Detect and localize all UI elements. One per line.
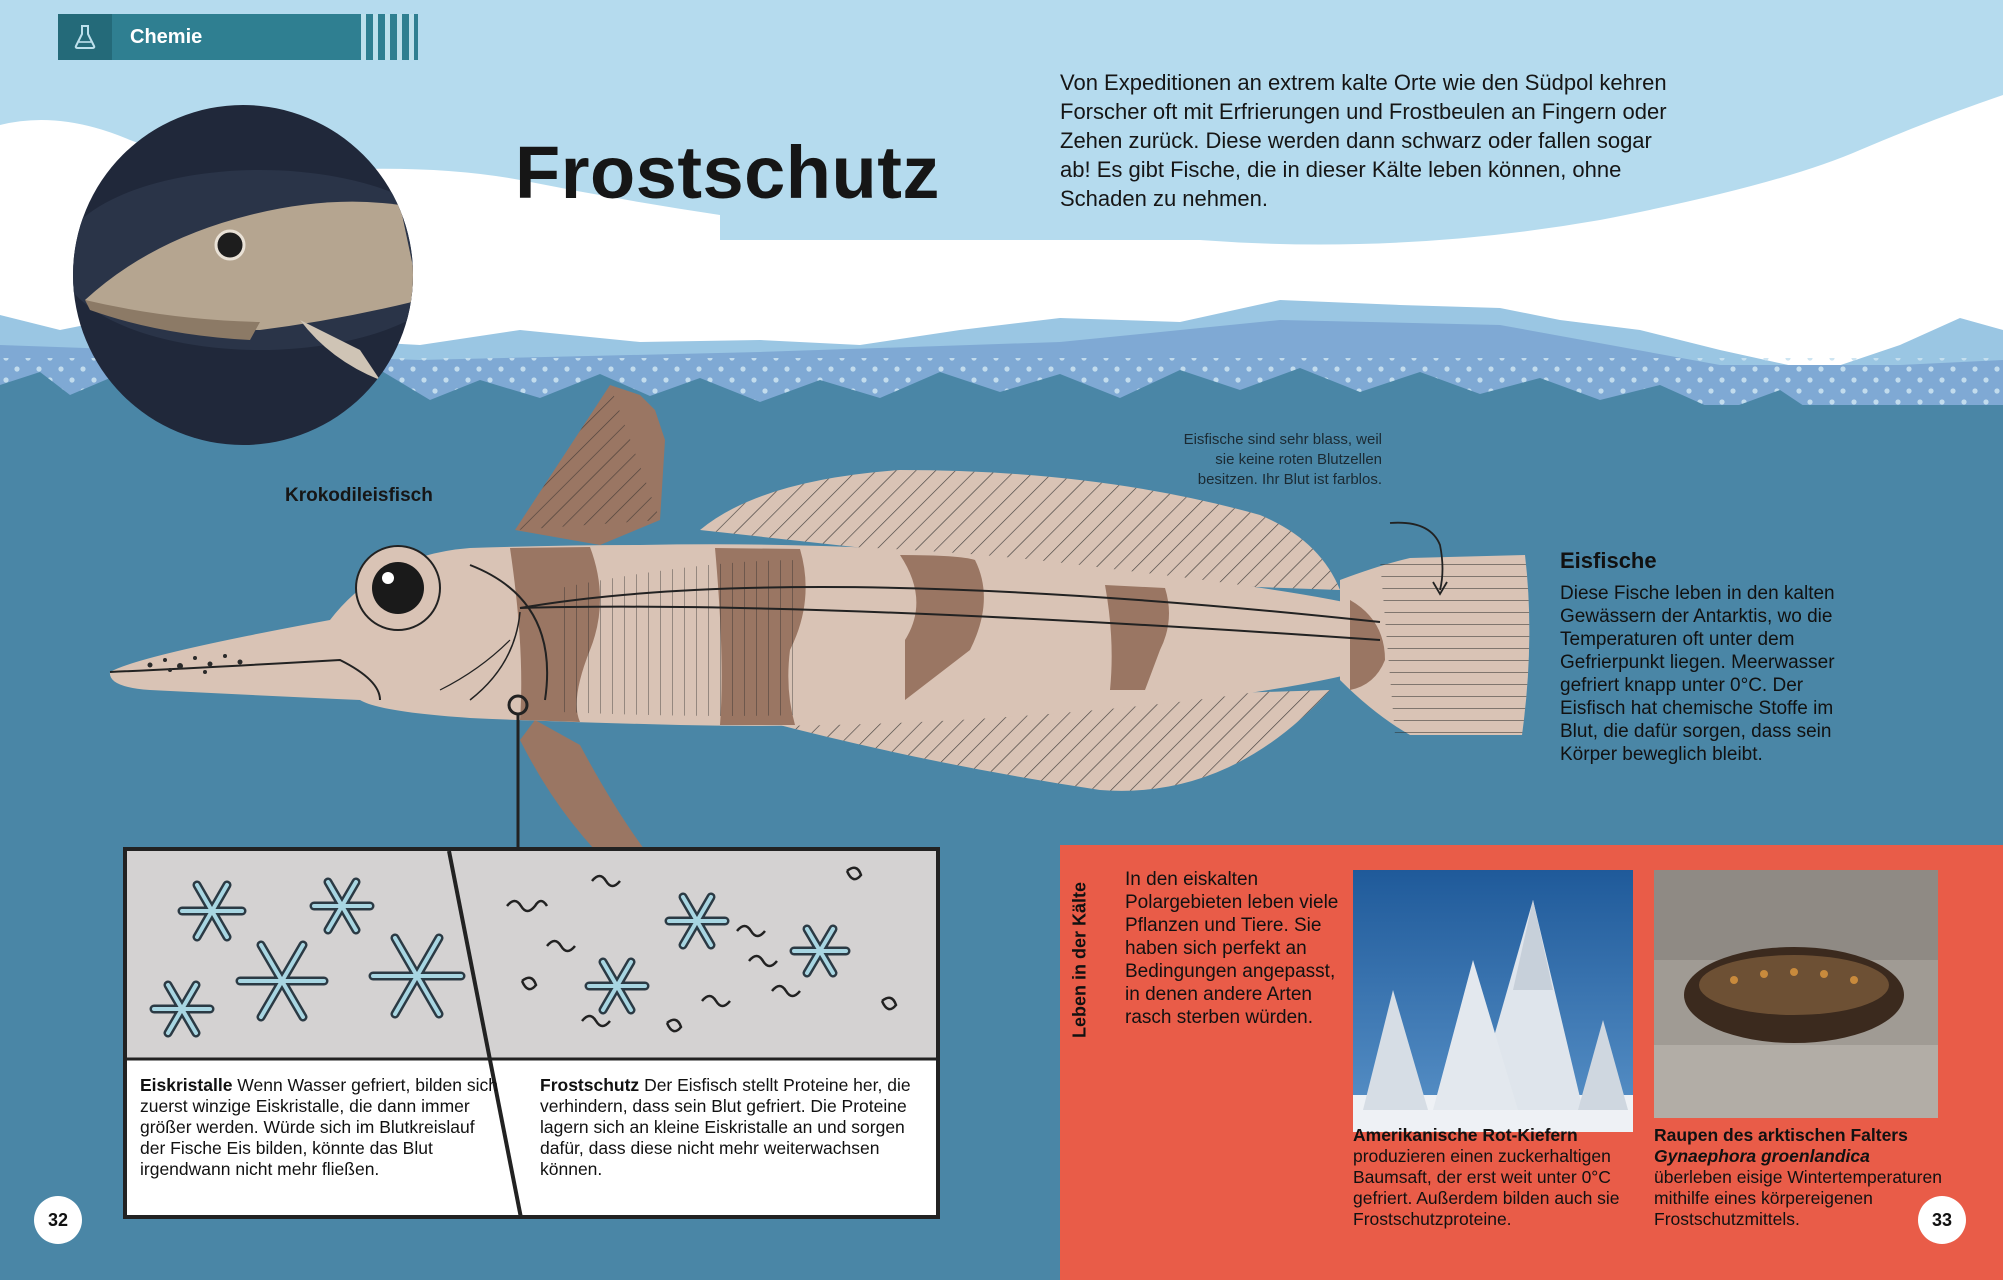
intro-text: Von Expeditionen an extrem kalte Orte wie den Südpol kehren Forscher oft mit Erfrierungen und Frostbeulen an Fingern oder Zehen zurück. Diese werden dann schwarz oder fallen sogar ab! Es gibt Fische, die in dieser Kälte leben können, ohne Schaden zu nehmen.: [1060, 70, 1667, 211]
caterpillar-photo: [1654, 870, 1938, 1118]
page-number-left: 32: [34, 1196, 82, 1244]
caterpillar-caption: [1654, 1125, 1944, 1230]
cold-life-label: Leben in der Kälte: [1069, 881, 1090, 1039]
frostschutz-title: Frostschutz: [540, 1075, 640, 1095]
pine-caption: [1353, 1125, 1633, 1230]
eisfische-text: Diese Fische leben in den kalten Gewässern der Antarktis, wo die Temperaturen oft unter dem Gefrierpunkt liegen. Meerwasser gefriert knapp unter 0°C. Der Eisfisch hat chemische Stoffe im Blut, die dafür sorgen, dass sein Körper beweglich bleibt.: [1560, 583, 1835, 765]
caterpillar-caption-text: überleben eisige Wintertemperaturen mithilfe eines körpereigenen Frostschutzmittels.: [1654, 1167, 1942, 1229]
frostschutz-caption: [540, 1075, 920, 1180]
eiskristalle-title: Eiskristalle: [140, 1075, 233, 1095]
cold-life-text: In den eiskalten Polargebieten leben viele Pflanzen und Tiere. Sie haben sich perfekt an Bedingungen angepasst, in denen andere Arten rasch sterben würden.: [1125, 869, 1339, 1028]
page-number-right: 33: [1918, 1196, 1966, 1244]
pine-caption-title: Amerikanische Rot-Kiefern: [1353, 1125, 1578, 1145]
frostschutz-text: Der Eisfisch stellt Proteine her, die verhindern, dass sein Blut gefriert. Die Proteine lagern sich an kleine Eiskristalle an und sorgen dafür, dass diese nicht mehr weiterwachsen können.: [540, 1075, 911, 1179]
flask-icon: [58, 14, 112, 60]
pine-caption-text: produzieren einen zuckerhaltigen Baumsaft, der erst weit unter 0°C gefriert. Außerdem bilden auch sie Frostschutzproteine.: [1353, 1146, 1620, 1229]
fish-note: Eisfische sind sehr blass, weil sie keine roten Blutzellen besitzen. Ihr Blut ist farblos.: [1183, 431, 1382, 488]
category-tag: [58, 14, 418, 60]
fish-label: Krokodileisfisch: [285, 485, 433, 506]
eisfische-heading: Eisfische: [1560, 548, 1657, 573]
eiskristalle-caption: [140, 1075, 500, 1180]
page-title: Frostschutz: [515, 131, 940, 214]
category-label: Chemie: [130, 25, 203, 48]
eiskristalle-text: Wenn Wasser gefriert, bilden sich zuerst winzige Eiskristalle, die dann immer größer werden. Würde sich im Blutkreislauf der Fische Eis bilden, könnte das Blut irgendwann nicht mehr fließen.: [140, 1075, 498, 1179]
pine-trees-photo: [1353, 870, 1633, 1132]
caterpillar-caption-title: Raupen des arktischen Falters: [1654, 1125, 1908, 1145]
tag-stripes: [361, 14, 414, 60]
caterpillar-species: Gynaephora groenlandica: [1654, 1146, 1870, 1166]
